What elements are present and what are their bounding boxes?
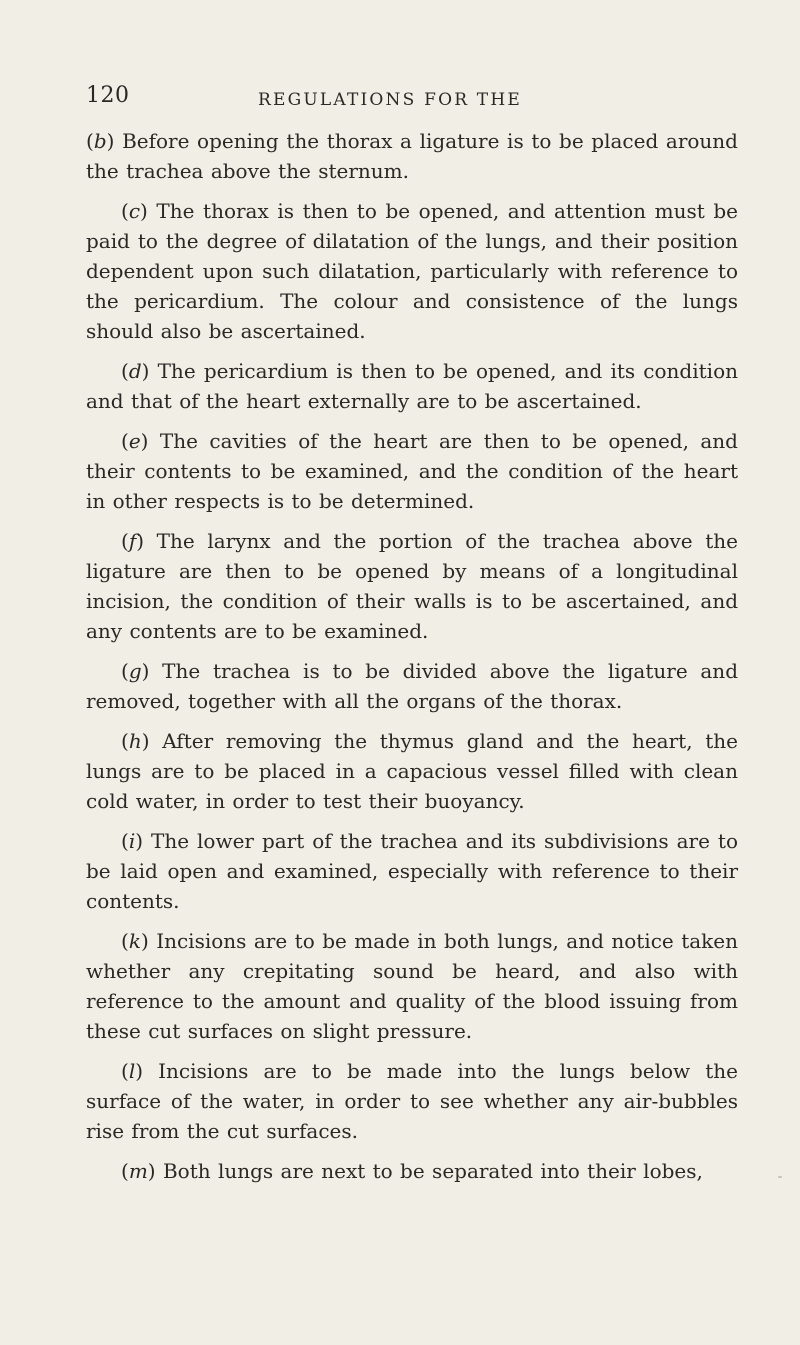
paragraph-letter: g [128,659,142,683]
paragraph-text: The pericardium is then to be opened, and its condition and that of the heart externally are to be ascertained. [86,359,738,413]
paragraph-letter: e [128,429,141,453]
body-text [86,126,738,1196]
paragraph-m: (m) Both lungs are next to be separated into their lobes, [121,1159,703,1183]
paragraph-letter: b [93,129,107,153]
paragraph-letter: i [128,829,136,853]
paragraph-text: After removing the thymus gland and the heart, the lungs are to be placed in a capacious vessel filled with clean cold water, in order to test their buoyancy. [86,729,738,813]
paragraph-letter: f [128,529,137,553]
paragraph-text: The thorax is then to be opened, and attention must be paid to the degree of dilatation of the lungs, and their position dependent upon such dilatation, particularly with reference to the pericardium. The colour and consistence of the lungs should also be ascertained. [86,199,738,343]
paragraph-text: The trachea is to be divided above the ligature and removed, together with all the organs of the thorax. [86,659,738,713]
running-head: REGULATIONS FOR THE [258,90,522,110]
paragraph-k: (k) Incisions are to be made in both lungs, and notice taken whether any crepitating sound be heard, and also with reference to the amount and quality of the blood issuing from these cut surfaces on slight pressure. [86,929,738,1043]
paragraph-text: Before opening the thorax a ligature is to be placed around the trachea above the sternum. [86,129,738,183]
paragraph-text: Both lungs are next to be separated into their lobes, [162,1159,703,1183]
paragraph-f: (f) The larynx and the portion of the trachea above the ligature are then to be opened by means of a longitudinal incision, the condition of their walls is to be ascertained, and any contents are to be examined. [86,529,738,643]
paragraph-g: (g) The trachea is to be divided above the ligature and removed, together with all the organs of the thorax. [86,659,738,713]
paragraph-d: (d) The pericardium is then to be opened, and its condition and that of the heart externally are to be ascertained. [86,359,738,413]
paragraph-text: The cavities of the heart are then to be opened, and their contents to be examined, and the condition of the heart in other respects is to be determined. [86,429,738,513]
paragraph-text: The lower part of the trachea and its subdivisions are to be laid open and examined, especially with reference to their contents. [86,829,738,913]
paragraph-letter: m [128,1159,148,1183]
paragraph-text: Incisions are to be made into the lungs below the surface of the water, in order to see whether any air-bubbles rise from the cut surfaces. [86,1059,738,1143]
paragraph-letter: l [128,1059,136,1083]
paragraph-letter: c [128,199,141,223]
paragraph-text: The larynx and the portion of the trachea above the ligature are then to be opened by means of a longitudinal incision, the condition of their walls is to be ascertained, and any contents are to be examined. [86,529,738,643]
paragraph-letter: k [128,929,141,953]
paper-speck [778,1176,782,1178]
paragraph-b: (b) Before opening the thorax a ligature is to be placed around the trachea above the sternum. [86,129,738,183]
paragraph-c: (c) The thorax is then to be opened, and attention must be paid to the degree of dilatation of the lungs, and their position dependent upon such dilatation, particularly with reference to the pericardium. The colour and consistence of the lungs should also be ascertained. [86,199,738,343]
paragraph-h: (h) After removing the thymus gland and the heart, the lungs are to be placed in a capacious vessel filled with clean cold water, in order to test their buoyancy. [86,729,738,813]
paragraph-i: (i) The lower part of the trachea and its subdivisions are to be laid open and examined, especially with reference to their contents. [86,829,738,913]
paragraph-e: (e) The cavities of the heart are then to be opened, and their contents to be examined, and the condition of the heart in other respects is to be determined. [86,429,738,513]
paragraph-text: Incisions are to be made in both lungs, and notice taken whether any crepitating sound be heard, and also with reference to the amount and quality of the blood issuing from these cut surfaces on slight pressure. [86,929,738,1043]
page-number: 120 [86,83,130,108]
paragraph-letter: d [128,359,142,383]
paragraph-l: (l) Incisions are to be made into the lungs below the surface of the water, in order to see whether any air-bubbles rise from the cut surfaces. [86,1059,738,1143]
paragraph-letter: h [128,729,142,753]
